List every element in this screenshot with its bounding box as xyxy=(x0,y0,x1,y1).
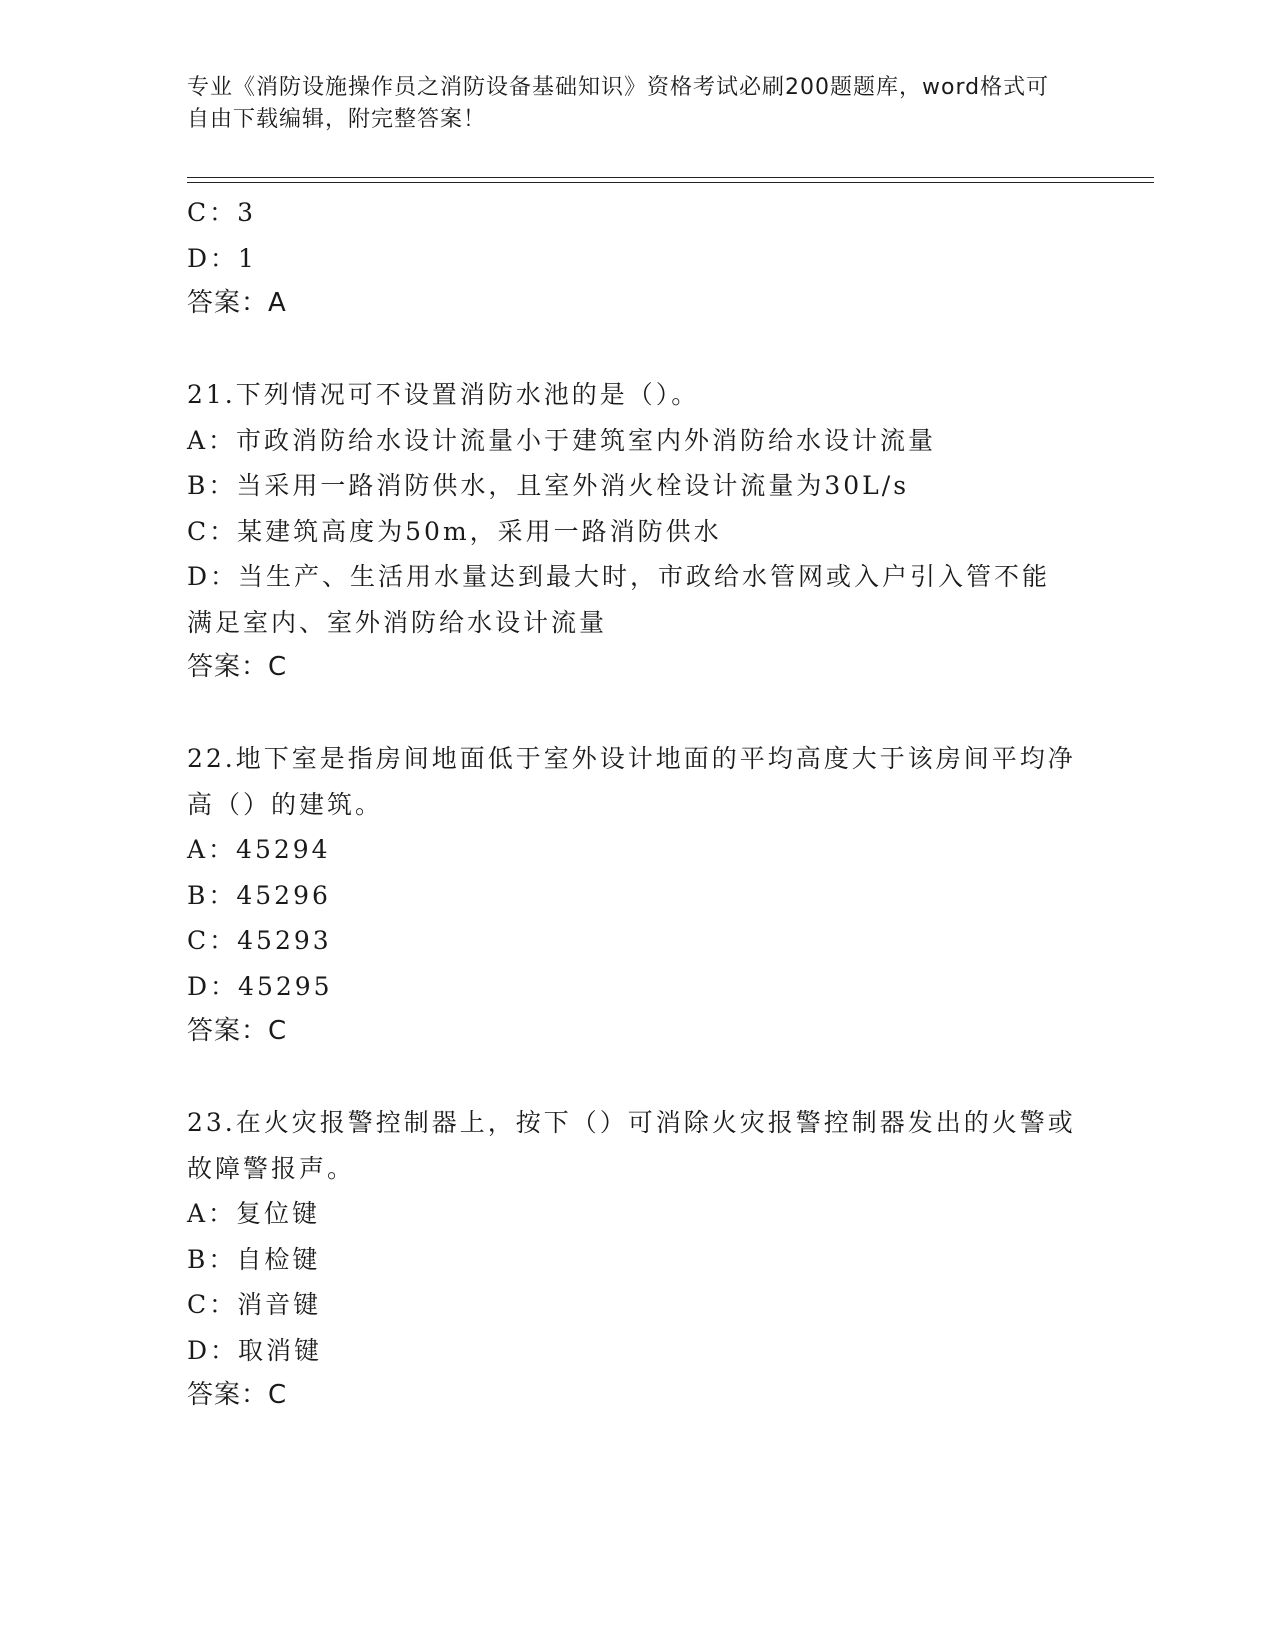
answer-line: 答案：A xyxy=(187,288,287,318)
option-a: A：市政消防给水设计流量小于建筑室内外消防给水设计流量 xyxy=(187,425,937,455)
option-a: A：复位键 xyxy=(187,1199,321,1228)
question-21 xyxy=(187,372,1077,691)
page-header: 专业《消防设施操作员之消防设备基础知识》资格考试必刷200题题库，word格式可自由下载编辑，附完整答案！ xyxy=(187,75,1050,132)
spacer xyxy=(187,1055,1077,1101)
option-d: D：取消键 xyxy=(187,1335,323,1365)
spacer xyxy=(187,327,1077,373)
option-d: D：45295 xyxy=(187,971,333,1001)
option-a: A：45294 xyxy=(187,835,331,864)
answer-line: 答案：C xyxy=(187,652,288,682)
question-22 xyxy=(187,736,1077,1055)
question-content xyxy=(187,190,1077,1419)
option-d: D：1 xyxy=(187,243,257,273)
option-b: B：自检键 xyxy=(187,1244,321,1274)
spacer xyxy=(187,691,1077,737)
option-c: C：3 xyxy=(187,198,257,227)
question-stem: 21.下列情况可不设置消防水池的是（）。 xyxy=(187,380,700,409)
option-c: C：某建筑高度为50m，采用一路消防供水 xyxy=(187,516,722,546)
option-d: D：当生产、生活用水量达到最大时，市政给水管网或入户引入管不能满足室内、室外消防给水设计流量 xyxy=(187,562,1051,637)
question-stem: 22.地下室是指房间地面低于室外设计地面的平均高度大于该房间平均净高（）的建筑。 xyxy=(187,744,1076,819)
question-stem: 23.在火灾报警控制器上，按下（）可消除火灾报警控制器发出的火警或故障警报声。 xyxy=(187,1108,1076,1183)
option-b: B：当采用一路消防供水，且室外消火栓设计流量为30L/s xyxy=(187,471,910,500)
header-divider-bottom xyxy=(187,182,1154,183)
previous-question-tail xyxy=(187,190,1077,327)
option-b: B：45296 xyxy=(187,880,331,910)
answer-line: 答案：C xyxy=(187,1380,288,1410)
answer-line: 答案：C xyxy=(187,1016,288,1046)
option-c: C：45293 xyxy=(187,926,332,955)
question-23 xyxy=(187,1100,1077,1419)
option-c: C：消音键 xyxy=(187,1290,322,1319)
header-divider-top xyxy=(187,177,1154,178)
